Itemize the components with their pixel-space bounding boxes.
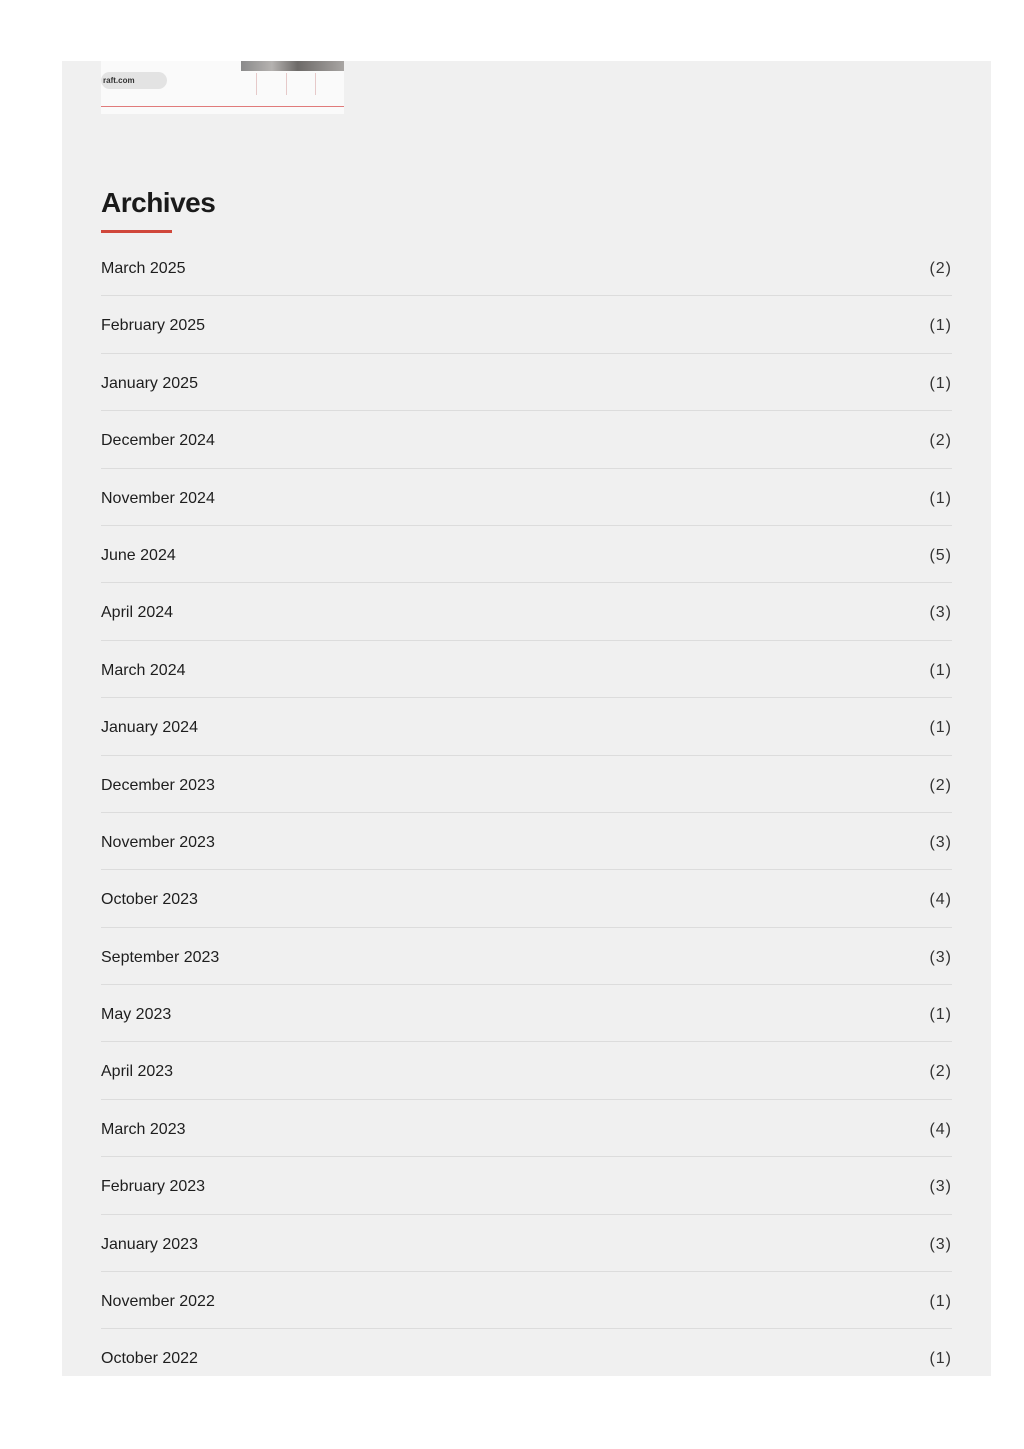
archive-count: (3) [929, 948, 952, 966]
archive-link[interactable]: February 2023 [101, 1178, 206, 1196]
archive-item [101, 1272, 952, 1329]
archive-item [101, 1157, 952, 1214]
thumbnail-divider [256, 73, 257, 95]
archive-count: (2) [929, 260, 952, 277]
archive-link[interactable]: November 2023 [101, 833, 215, 851]
archive-item [101, 698, 952, 755]
archives-title: Archives [101, 187, 216, 218]
archive-link[interactable]: January 2024 [101, 719, 198, 737]
archive-item [101, 870, 952, 927]
thumbnail-divider [286, 73, 287, 95]
post-thumbnail[interactable] [101, 61, 344, 114]
archive-link[interactable]: June 2024 [101, 546, 176, 564]
archive-item [101, 641, 952, 698]
archive-item [101, 526, 952, 583]
archive-item [101, 296, 952, 353]
archive-link[interactable]: March 2024 [101, 661, 186, 679]
archive-count: (3) [929, 1178, 952, 1196]
archive-count: (4) [929, 1120, 952, 1138]
archive-item [101, 1215, 952, 1272]
archive-item [101, 1042, 952, 1099]
archive-count: (4) [929, 891, 952, 909]
archive-item [101, 354, 952, 411]
archive-item [101, 928, 952, 985]
archive-link[interactable]: April 2024 [101, 604, 174, 622]
archive-count: (1) [929, 661, 952, 679]
archive-link[interactable]: October 2022 [101, 1350, 198, 1368]
archives-list [101, 239, 952, 1376]
archive-link[interactable]: October 2023 [101, 891, 198, 909]
archive-item [101, 813, 952, 870]
archive-link[interactable]: April 2023 [101, 1063, 174, 1081]
archive-count: (1) [929, 317, 952, 335]
archive-count: (3) [929, 604, 952, 622]
archive-count: (1) [929, 719, 952, 737]
archive-count: (5) [929, 546, 952, 564]
archives-title-underline [101, 230, 172, 233]
thumbnail-url-pill: raft.com [101, 72, 167, 89]
thumbnail-divider [315, 73, 316, 95]
archive-item [101, 239, 952, 296]
archive-link[interactable]: September 2023 [101, 948, 220, 966]
archive-count: (2) [929, 1063, 952, 1081]
archive-item [101, 583, 952, 640]
archive-link[interactable]: January 2023 [101, 1235, 198, 1253]
archive-link[interactable]: February 2025 [101, 317, 206, 335]
archive-link[interactable]: November 2024 [101, 489, 215, 507]
thumbnail-red-line [101, 106, 344, 107]
archive-count: (2) [929, 432, 952, 450]
archive-item [101, 411, 952, 468]
archive-link[interactable]: December 2023 [101, 776, 215, 794]
sidebar-panel [62, 61, 991, 1376]
archive-link[interactable]: March 2023 [101, 1120, 186, 1138]
archive-item [101, 985, 952, 1042]
archive-link[interactable]: December 2024 [101, 432, 215, 450]
archive-count: (3) [929, 1235, 952, 1253]
archive-count: (1) [929, 1293, 952, 1311]
archive-count: (1) [929, 1350, 952, 1368]
thumbnail-photo [241, 61, 344, 71]
archive-item [101, 1329, 952, 1376]
archive-link[interactable]: January 2025 [101, 374, 198, 392]
archive-count: (1) [929, 1006, 952, 1024]
archive-item [101, 1100, 952, 1157]
archive-link[interactable]: November 2022 [101, 1293, 215, 1311]
archive-count: (2) [929, 776, 952, 794]
archive-link[interactable]: May 2023 [101, 1006, 172, 1024]
archive-link[interactable]: March 2025 [101, 260, 186, 277]
archive-count: (1) [929, 489, 952, 507]
archive-item [101, 756, 952, 813]
archive-count: (1) [929, 374, 952, 392]
archive-item [101, 469, 952, 526]
archive-count: (3) [929, 833, 952, 851]
